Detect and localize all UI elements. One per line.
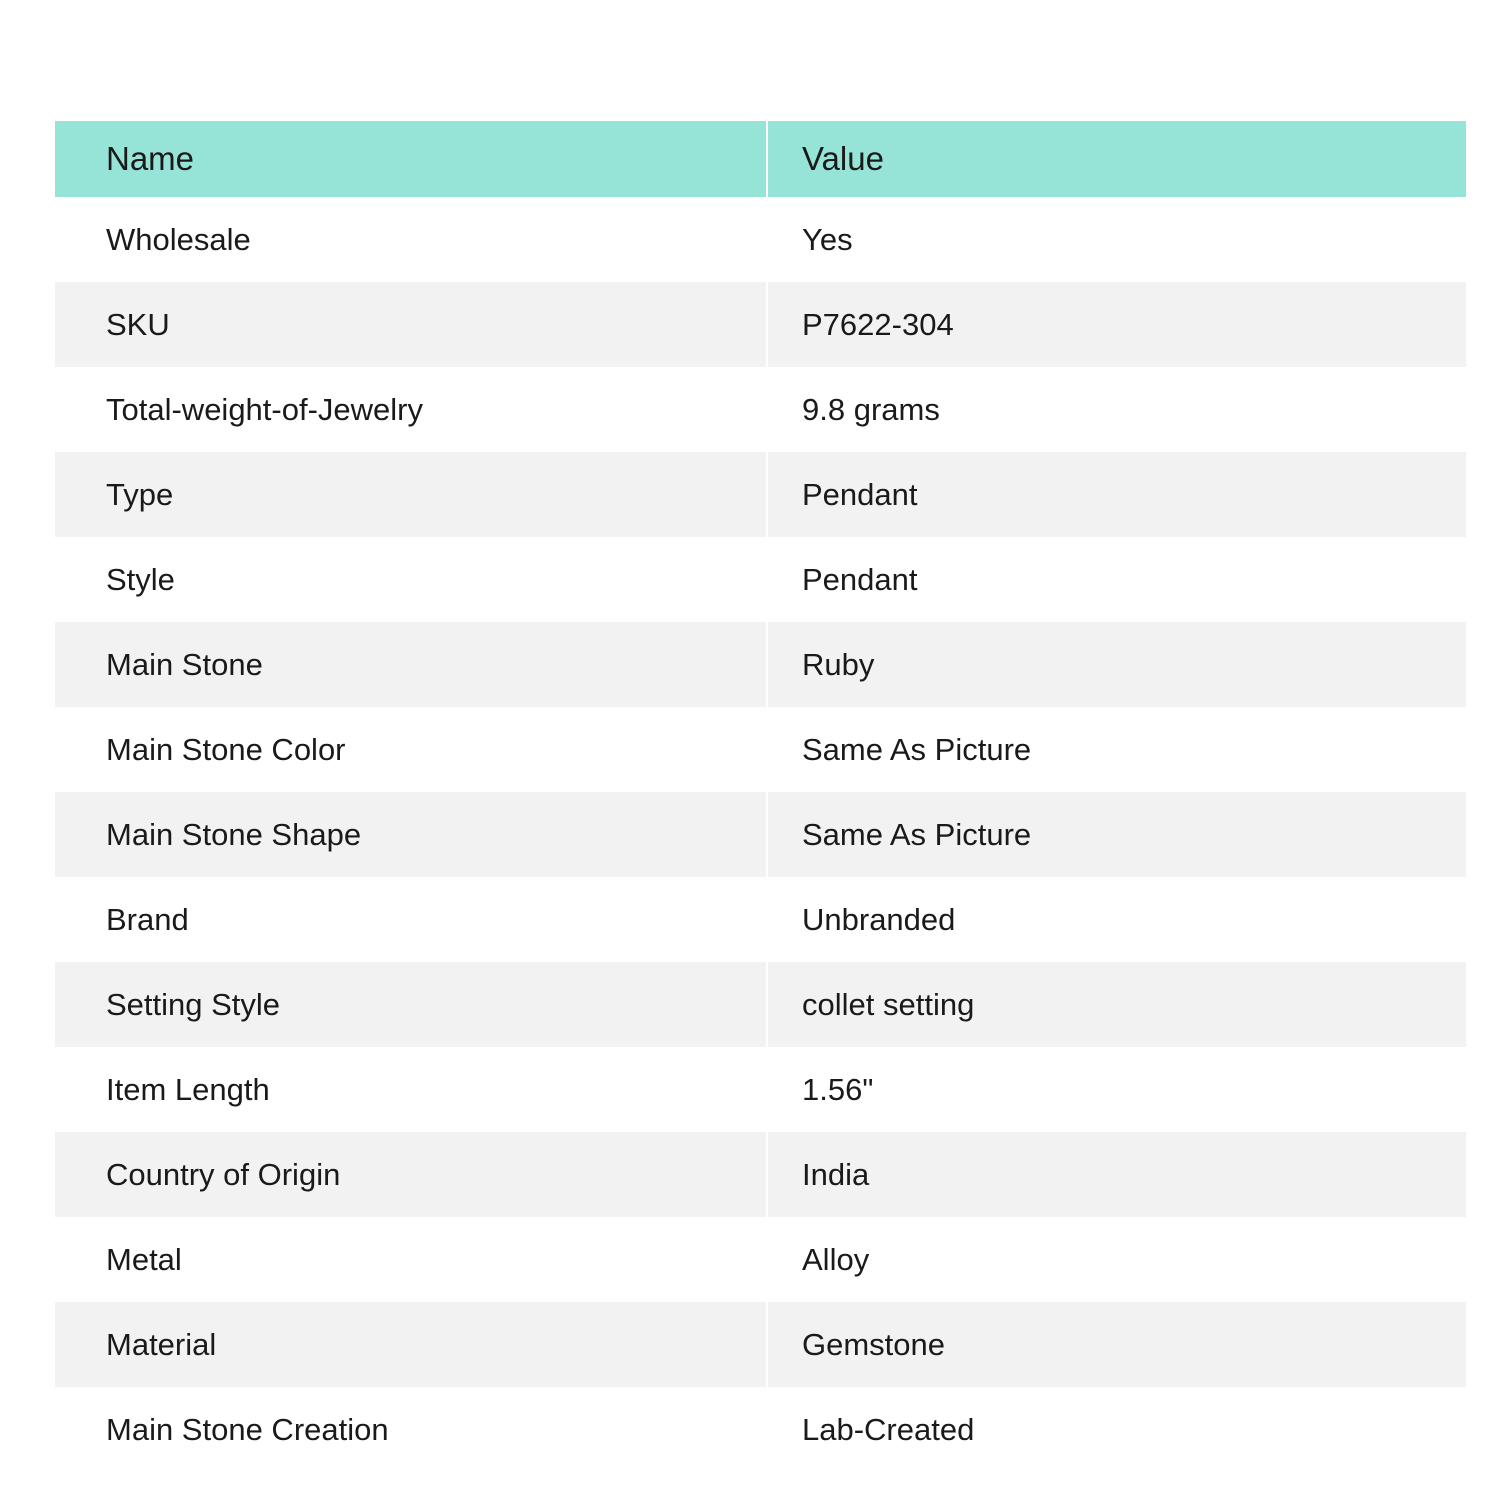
- table-row: [55, 1302, 1466, 1387]
- row-value: Lab-Created: [802, 1411, 975, 1447]
- row-value: Same As Picture: [766, 792, 1466, 877]
- row-name: Style: [106, 561, 175, 597]
- row-value: Ruby: [766, 622, 1466, 707]
- row-name: Item Length: [106, 1071, 270, 1107]
- row-name: Country of Origin: [106, 1156, 341, 1192]
- specifications-table: [55, 121, 1466, 1472]
- row-value: Pendant: [802, 561, 918, 597]
- row-value: collet setting: [766, 962, 1466, 1047]
- header-value: Value: [766, 121, 1466, 197]
- row-value: Pendant: [766, 452, 1466, 537]
- row-value: P7622-304: [766, 282, 1466, 367]
- table-row: [55, 537, 1466, 622]
- table-row: [55, 1047, 1466, 1132]
- table-row: [55, 367, 1466, 452]
- row-value: Yes: [802, 221, 853, 257]
- row-value: Same As Picture: [802, 731, 1032, 767]
- row-name: Brand: [106, 901, 189, 937]
- table-row: [55, 197, 1466, 282]
- row-value: 1.56": [802, 1071, 874, 1107]
- table-row: [55, 792, 1466, 877]
- row-name: Total-weight-of-Jewelry: [106, 391, 423, 427]
- header-name: Name: [106, 140, 195, 177]
- row-name: Setting Style: [106, 986, 281, 1022]
- table-header-row: [55, 121, 1466, 197]
- table-row: [55, 282, 1466, 367]
- table-row: [55, 1387, 1466, 1472]
- table-row: [55, 1217, 1466, 1302]
- table-row: [55, 962, 1466, 1047]
- row-name: Metal: [106, 1241, 182, 1277]
- row-name: SKU: [106, 306, 170, 342]
- row-value: India: [766, 1132, 1466, 1217]
- row-name: Main Stone Shape: [106, 816, 362, 852]
- table-row: [55, 452, 1466, 537]
- row-name: Main Stone: [106, 646, 263, 682]
- table-row: [55, 622, 1466, 707]
- row-name: Material: [106, 1326, 217, 1362]
- row-name: Type: [106, 476, 174, 512]
- row-value: Alloy: [802, 1241, 870, 1277]
- table-row: [55, 877, 1466, 962]
- row-value: Gemstone: [766, 1302, 1466, 1387]
- row-value: Unbranded: [802, 901, 956, 937]
- table-row: [55, 707, 1466, 792]
- row-value: 9.8 grams: [802, 391, 940, 427]
- row-name: Wholesale: [106, 221, 251, 257]
- table-row: [55, 1132, 1466, 1217]
- row-name: Main Stone Creation: [106, 1411, 389, 1447]
- row-name: Main Stone Color: [106, 731, 346, 767]
